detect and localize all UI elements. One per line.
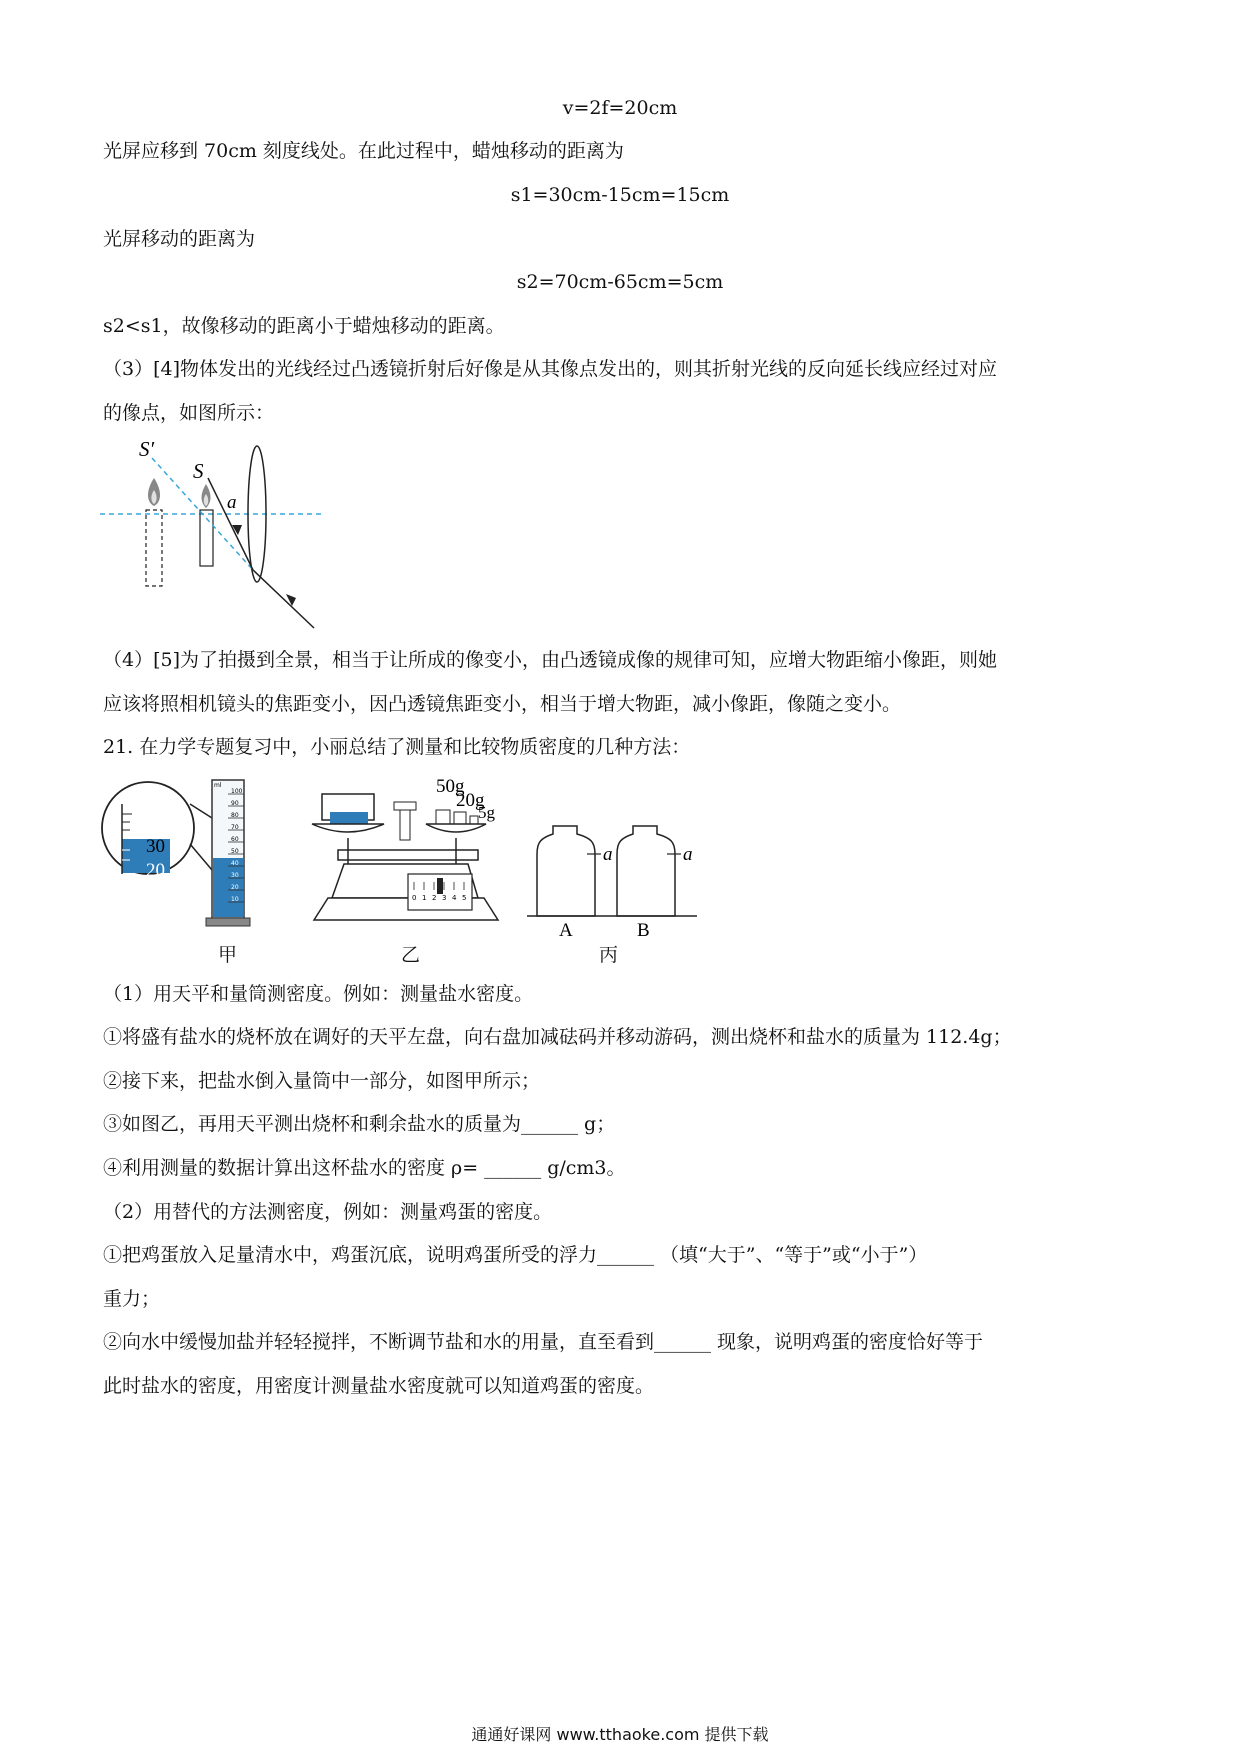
label-s-prime: S′ <box>139 438 155 461</box>
equation-s1 <box>0 181 1240 209</box>
step: ③如图乙，再用天平测出烧杯和剩余盐水的质量为______ g； <box>103 1113 616 1135</box>
cylinder-base <box>206 918 250 926</box>
scale-label: 3 <box>442 894 447 902</box>
magnified-20: 20 <box>146 860 165 881</box>
equation-s1-text: s1=30cm-15cm=15cm <box>510 184 730 206</box>
tick-label: 50 <box>231 848 239 855</box>
rider <box>437 878 443 894</box>
bottle-a <box>537 826 595 916</box>
paragraph: （4）[5]为了拍摄到全景，相当于让所成的像变小，由凸透镜成像的规律可知，应增大物距缩小像距，则她 <box>103 649 998 671</box>
scale-label: 0 <box>412 894 417 902</box>
caption-jia: 甲 <box>218 944 238 966</box>
mark-a: a <box>603 844 613 865</box>
step: ①把鸡蛋放入足量清水中，鸡蛋沉底，说明鸡蛋所受的浮力______ （填“大于”、“等于”或“小于”） <box>103 1244 928 1266</box>
paragraph: 光屏移动的距离为 <box>103 228 256 250</box>
center-post <box>400 810 410 840</box>
left-pan <box>312 824 384 832</box>
step: 此时盐水的密度，用密度计测量盐水密度就可以知道鸡蛋的密度。 <box>103 1375 655 1397</box>
arrow-icon <box>286 594 296 606</box>
caption-bing: 丙 <box>599 944 619 966</box>
weight-20g: 20g <box>456 790 485 811</box>
lens-ray-diagram <box>100 438 340 638</box>
caption-yi: 乙 <box>401 944 421 966</box>
tick-label: 90 <box>231 800 239 807</box>
step: 重力； <box>103 1288 161 1310</box>
page-footer: 通通好课网 www.tthaoke.com 提供下载 <box>471 1725 769 1744</box>
weight-block <box>454 812 466 824</box>
equation-v-text: v=2f=20cm <box>562 97 678 119</box>
step: ②接下来，把盐水倒入量筒中一部分，如图甲所示； <box>103 1070 541 1092</box>
weight-50g: 50g <box>436 776 465 797</box>
bottle-b <box>617 826 675 916</box>
scale-label: 2 <box>432 894 437 902</box>
scale-label: 5 <box>462 894 467 902</box>
tick-label: 20 <box>231 884 239 891</box>
label-bottle-a: A <box>559 920 573 940</box>
tick-label: 80 <box>231 812 239 819</box>
figure-jia-cylinder <box>100 774 260 934</box>
paragraph: 应该将照相机镜头的焦距变小，因凸透镜焦距变小，相当于增大物距，减小像距，像随之变小。 <box>103 693 902 715</box>
weight-5g: 5g <box>478 803 495 822</box>
pointer-top <box>394 802 416 810</box>
magnified-30: 30 <box>146 836 165 857</box>
figure-yi-balance <box>308 772 508 932</box>
step: ①将盛有盐水的烧杯放在调好的天平左盘，向右盘加减砝码并移动游码，测出烧杯和盐水的质量为 112.4g； <box>103 1026 1012 1048</box>
scale-label: 1 <box>422 894 427 902</box>
refracted-ray <box>253 570 314 628</box>
scale-label: 4 <box>452 894 457 902</box>
paragraph: （3）[4]物体发出的光线经过凸透镜折射后好像是从其像点发出的，则其折射光线的反向延长线应经过对应 <box>103 358 998 380</box>
step: ②向水中缓慢加盐并轻轻搅拌，不断调节盐和水的用量，直至看到______ 现象，说明鸡蛋的密度恰好等于 <box>103 1331 984 1353</box>
tick-label: 70 <box>231 824 239 831</box>
label-s: S <box>193 459 204 483</box>
paragraph: s2<s1，故像移动的距离小于蜡烛移动的距离。 <box>103 315 505 337</box>
virtual-image-candle <box>146 510 162 586</box>
tick-label: 10 <box>231 896 239 903</box>
subquestion-1: （1）用天平和量筒测密度。例如：测量盐水密度。 <box>103 983 534 1005</box>
question-21: 21. 在力学专题复习中，小丽总结了测量和比较物质密度的几种方法： <box>103 736 691 758</box>
weight-block <box>470 816 478 824</box>
mark-a: a <box>683 844 693 865</box>
tick-label: 30 <box>231 872 239 879</box>
beam <box>338 850 478 860</box>
tick-label: 60 <box>231 836 239 843</box>
tick-label: 40 <box>231 860 239 867</box>
paragraph: 的像点，如图所示： <box>103 402 275 424</box>
label-bottle-b: B <box>637 920 650 940</box>
tick-label: 100 <box>231 788 243 795</box>
right-pan <box>426 824 486 832</box>
step: ④利用测量的数据计算出这杯盐水的密度 ρ= ______ g/cm3。 <box>103 1157 626 1179</box>
figure-bing-bottles <box>525 820 725 940</box>
equation-v <box>0 94 1240 122</box>
paragraph: 光屏应移到 70cm 刻度线处。在此过程中，蜡烛移动的距离为 <box>103 140 624 162</box>
cylinder-unit: ml <box>214 782 222 789</box>
equation-s2-text: s2=70cm-65cm=5cm <box>516 271 724 293</box>
equation-s2 <box>0 268 1240 296</box>
label-a: a <box>227 492 237 513</box>
subquestion-2: （2）用替代的方法测密度，例如：测量鸡蛋的密度。 <box>103 1201 553 1223</box>
weight-block <box>436 810 450 824</box>
